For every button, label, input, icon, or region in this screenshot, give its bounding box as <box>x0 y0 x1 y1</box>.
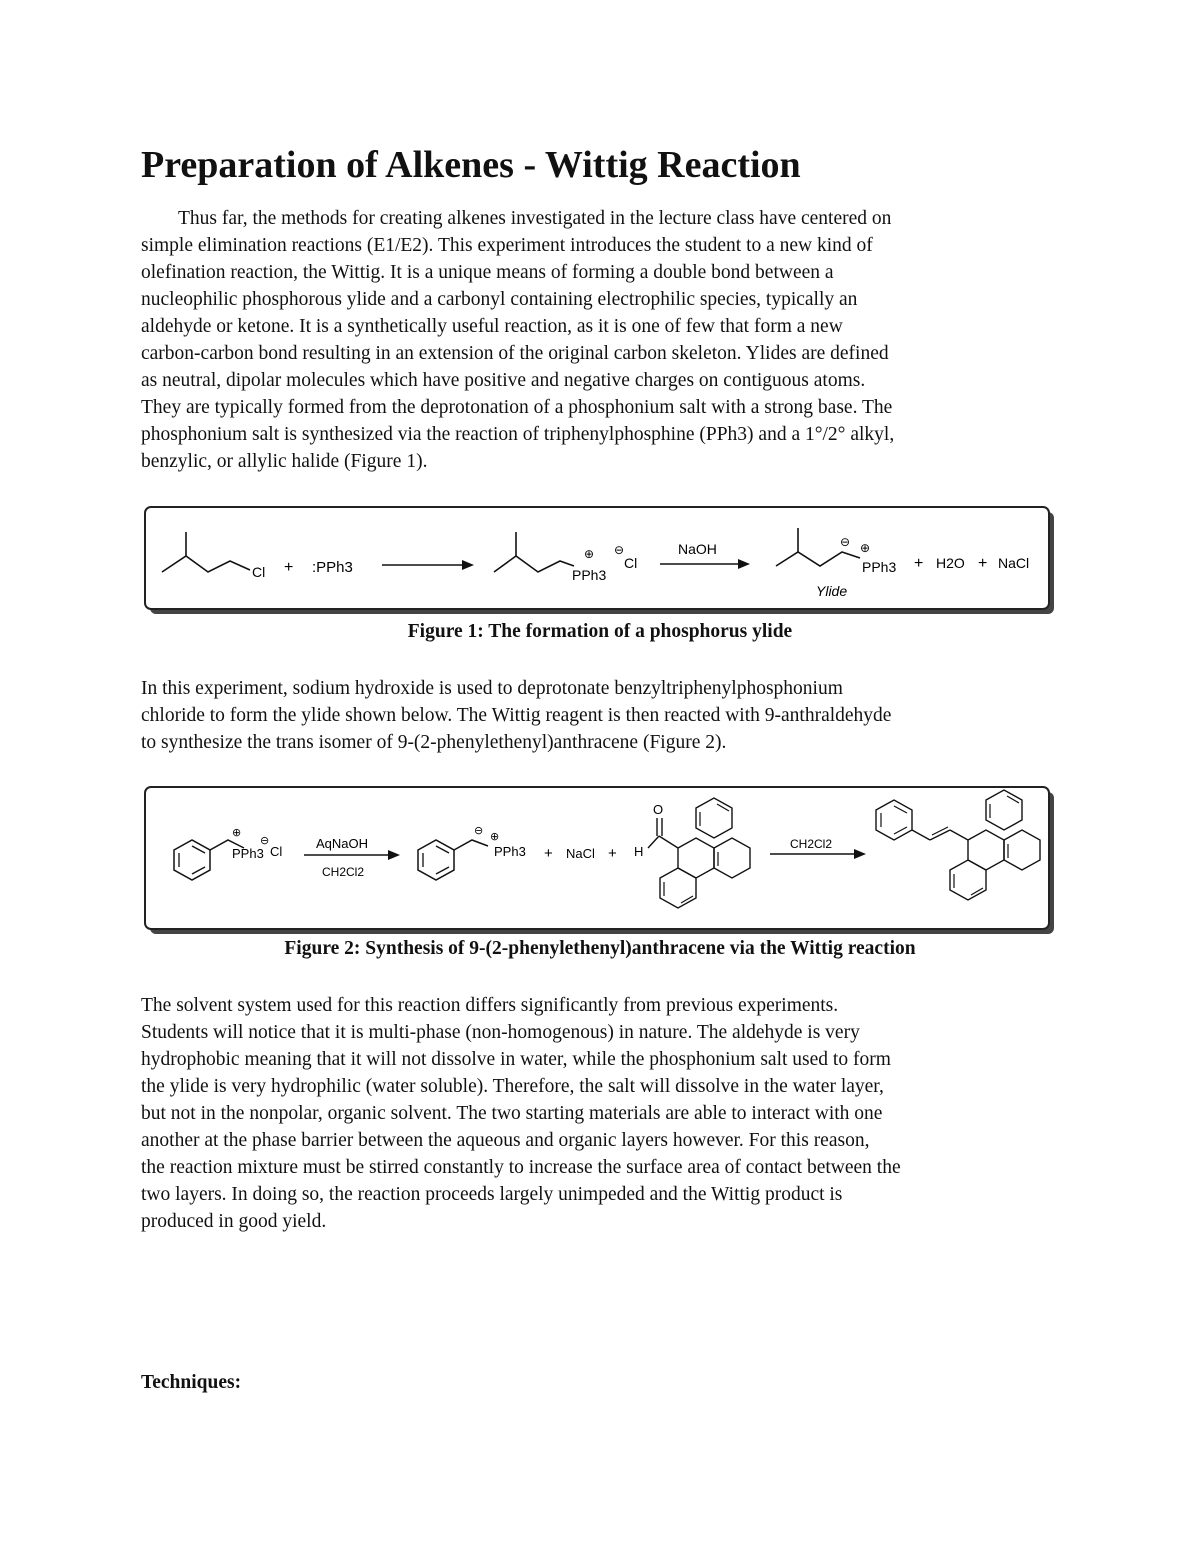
plus-sign: + <box>608 845 617 862</box>
text-line: Thus far, the methods for creating alkenes investigated in the lecture class have centered on <box>178 208 892 229</box>
reagent-aqnaoh: AqNaOH <box>316 836 369 851</box>
positive-charge: ⊕ <box>232 827 242 839</box>
text-line: as neutral, dipolar molecules which have positive and negative charges on contiguous atoms. <box>141 370 866 391</box>
text-line: to synthesize the trans isomer of 9-(2-phenylethenyl)anthracene (Figure 2). <box>141 732 727 753</box>
text-line: nucleophilic phosphorous ylide and a carbonyl containing electrophilic species, typically an <box>141 289 858 310</box>
water-label: H2O <box>936 555 965 571</box>
plus-sign: + <box>914 555 924 572</box>
positive-charge: ⊕ <box>860 541 871 555</box>
chloride-anion-label: Cl <box>270 844 283 859</box>
text-line: olefination reaction, the Wittig. It is a unique means of forming a double bond between a <box>141 262 834 283</box>
chloride-label: Cl <box>252 564 266 580</box>
sodium-chloride-label: NaCl <box>998 555 1030 571</box>
negative-charge: ⊖ <box>474 825 484 837</box>
text-line: another at the phase barrier between the aqueous and organic layers however. For this reason, <box>141 1130 870 1151</box>
intro-paragraph <box>141 205 1066 475</box>
plus-sign: + <box>284 559 294 576</box>
hydrogen-label: H <box>634 844 644 859</box>
text-line: The solvent system used for this reaction differs significantly from previous experiments. <box>141 995 839 1016</box>
figure-2-caption: Figure 2: Synthesis of 9-(2-phenylethenyl)anthracene via the Wittig reaction <box>284 938 916 959</box>
text-line: aldehyde or ketone. It is a synthetically useful reaction, as it is one of few that form a new <box>141 316 843 337</box>
figure-2-diagram <box>144 786 1056 936</box>
reagent-naoh: NaOH <box>678 541 717 557</box>
figure-1-caption: Figure 1: The formation of a phosphorus ylide <box>407 621 793 642</box>
plus-sign: + <box>544 845 553 862</box>
ylide-phosphorus-label: PPh3 <box>862 559 897 575</box>
text-line: hydrophobic meaning that it will not dissolve in water, while the phosphonium salt used to form <box>141 1049 891 1070</box>
phosphonium-label: PPh3 <box>232 846 264 861</box>
figure-1-scheme <box>144 506 1056 616</box>
text-line: In this experiment, sodium hydroxide is used to deprotonate benzyltriphenylphosphonium <box>141 678 843 699</box>
oxygen-label: O <box>653 802 664 817</box>
text-line: two layers. In doing so, the reaction proceeds largely unimpeded and the Wittig product is <box>141 1184 843 1205</box>
figure-1-diagram <box>144 506 1056 616</box>
reagent-solvent: CH2Cl2 <box>790 837 833 851</box>
phosphonium-label: PPh3 <box>572 567 607 583</box>
sodium-chloride-label: NaCl <box>566 846 595 861</box>
negative-charge: ⊖ <box>840 535 851 549</box>
ylide-phosphorus-label: PPh3 <box>494 844 526 859</box>
text-line: Students will notice that it is multi-phase (non-homogenous) in nature. The aldehyde is very <box>141 1022 860 1043</box>
text-line: but not in the nonpolar, organic solvent. The two starting materials are able to interact with one <box>141 1103 883 1124</box>
solvent-paragraph <box>141 992 1066 1235</box>
experiment-paragraph <box>141 675 1066 756</box>
page-title: Preparation of Alkenes - Wittig Reaction <box>141 144 801 186</box>
text-line: the reaction mixture must be stirred constantly to increase the surface area of contact between the <box>141 1157 901 1178</box>
positive-charge: ⊕ <box>490 831 500 843</box>
text-line: simple elimination reactions (E1/E2). This experiment introduces the student to a new kind of <box>141 235 873 256</box>
text-line: They are typically formed from the deprotonation of a phosphonium salt with a strong base. The <box>141 397 893 418</box>
chloride-anion-label: Cl <box>624 555 638 571</box>
reagent-solvent: CH2Cl2 <box>322 865 365 879</box>
negative-charge: ⊖ <box>260 835 270 847</box>
text-line: produced in good yield. <box>141 1211 327 1232</box>
text-line: chloride to form the ylide shown below. The Wittig reagent is then reacted with 9-anthraldehyde <box>141 705 892 726</box>
negative-charge: ⊖ <box>614 543 625 557</box>
ylide-label: Ylide <box>816 583 848 599</box>
text-line: the ylide is very hydrophilic (water soluble). Therefore, the salt will dissolve in the water layer, <box>141 1076 884 1097</box>
positive-charge: ⊕ <box>584 547 595 561</box>
text-line: carbon-carbon bond resulting in an extension of the original carbon skeleton. Ylides are defined <box>141 343 889 364</box>
techniques-heading: Techniques: <box>141 1372 242 1393</box>
text-line: phosphonium salt is synthesized via the reaction of triphenylphosphine (PPh3) and a 1°/2° alkyl, <box>141 424 895 445</box>
figure-2-scheme <box>144 786 1056 936</box>
text-line: benzylic, or allylic halide (Figure 1). <box>141 451 428 472</box>
plus-sign: + <box>978 555 988 572</box>
triphenylphosphine-label: :PPh3 <box>312 559 353 576</box>
